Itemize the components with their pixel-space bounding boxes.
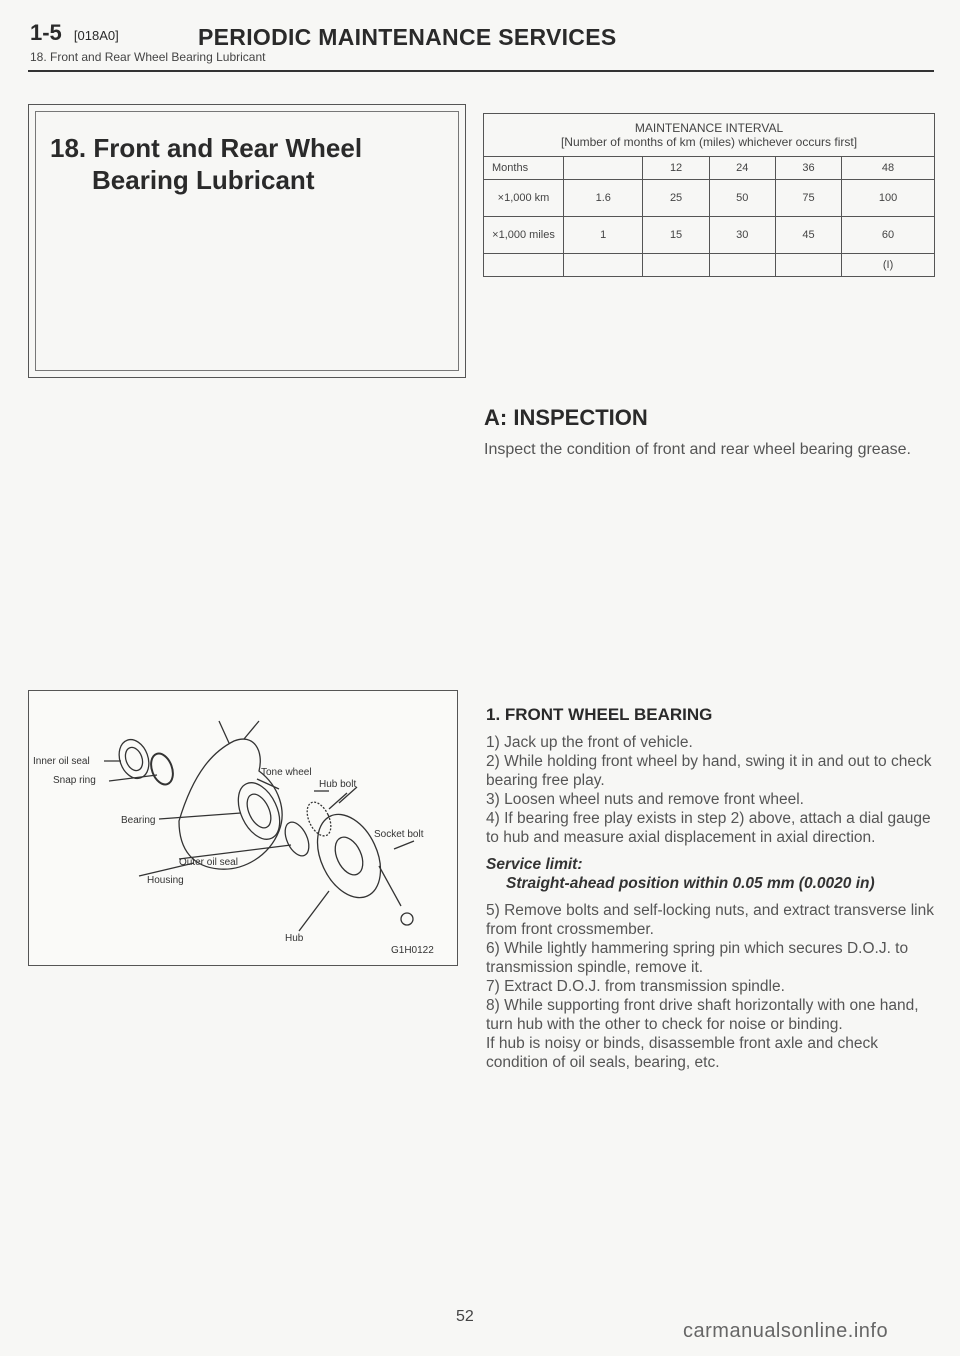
- label-tone-wheel: Tone wheel: [261, 767, 312, 778]
- row-label: ×1,000 miles: [484, 217, 564, 254]
- bearing-diagram-figure: [28, 690, 458, 966]
- table-cell: (I): [842, 254, 935, 277]
- step-2: 2) While holding front wheel by hand, swing it in and out to check bearing free play.: [486, 753, 932, 789]
- table-cell: [564, 157, 643, 180]
- table-cell: 30: [709, 217, 775, 254]
- table-heading: MAINTENANCE INTERVAL: [634, 121, 784, 135]
- inner-oil-seal-inner: [122, 745, 145, 773]
- socket-bolt-shape: [379, 866, 401, 906]
- watermark: carmanualsonline.info: [683, 1320, 889, 1342]
- front-wheel-heading: 1. FRONT WHEEL BEARING: [486, 705, 713, 724]
- label-inner-oil-seal: Inner oil seal: [33, 756, 90, 767]
- step-7: 7) Extract D.O.J. from transmission spindle.: [486, 978, 785, 995]
- table-cell: 100: [842, 180, 935, 217]
- step-5: 5) Remove bolts and self-locking nuts, and extract transverse link from front crossmember.: [486, 902, 934, 938]
- table-cell: 1.6: [564, 180, 643, 217]
- table-cell: [775, 254, 841, 277]
- bearing-shape: [230, 776, 288, 846]
- inspection-heading: A: INSPECTION: [484, 405, 648, 430]
- table-subheading: [Number of months of km (miles) whichever occurs first]: [560, 135, 858, 149]
- label-bearing: Bearing: [121, 815, 156, 826]
- label-hub: Hub: [285, 933, 304, 944]
- section-title: [50, 132, 362, 196]
- table-cell: 45: [775, 217, 841, 254]
- table-cell: 36: [775, 157, 841, 180]
- row-label: ×1,000 km: [484, 180, 564, 217]
- reference-code: [018A0]: [73, 28, 119, 43]
- table-cell: 24: [709, 157, 775, 180]
- step-8: 8) While supporting front drive shaft horizontally with one hand, turn hub with the other to check for noise or binding.: [486, 997, 919, 1033]
- table-cell: [564, 254, 643, 277]
- table-cell: 1: [564, 217, 643, 254]
- label-snap-ring: Snap ring: [53, 775, 96, 786]
- row-label: [484, 254, 564, 277]
- service-limit-value: Straight-ahead position within 0.05 mm (0.0020 in): [506, 875, 875, 892]
- table-cell: 50: [709, 180, 775, 217]
- step-note: If hub is noisy or binds, disassemble front axle and check condition of oil seals, bearing, etc.: [486, 1035, 879, 1071]
- outer-oil-seal-shape: [280, 818, 313, 859]
- figure-code: G1H0122: [391, 945, 434, 956]
- header-divider: [28, 70, 934, 72]
- section-title-box: [28, 104, 466, 378]
- step-4: 4) If bearing free play exists in step 2) above, attach a dial gauge to hub and measure axial displacement in axial direction.: [486, 810, 931, 846]
- section-number: 1-5: [30, 20, 62, 45]
- table-cell: 15: [643, 217, 709, 254]
- table-cell: [643, 254, 709, 277]
- table-cell: 75: [775, 180, 841, 217]
- label-hub-bolt: Hub bolt: [319, 779, 357, 790]
- table-cell: 12: [643, 157, 709, 180]
- snap-ring-shape: [147, 751, 177, 788]
- page-subtitle: 18. Front and Rear Wheel Bearing Lubricant: [30, 50, 266, 64]
- section-title-line1: 18. Front and Rear Wheel: [50, 133, 363, 163]
- table-row: [484, 254, 935, 277]
- service-limit-label: Service limit:: [486, 856, 583, 873]
- label-outer-oil-seal: Outer oil seal: [179, 857, 238, 868]
- row-label: Months: [484, 157, 564, 180]
- page-number: 52: [456, 1308, 474, 1325]
- section-title-line2: Bearing Lubricant: [92, 165, 315, 195]
- procedure-steps: [486, 733, 934, 1072]
- label-housing: Housing: [147, 875, 184, 886]
- section-title-frame: [35, 111, 459, 371]
- step-1: 1) Jack up the front of vehicle.: [486, 734, 693, 751]
- label-socket-bolt: Socket bolt: [374, 829, 424, 840]
- bearing-inner: [242, 790, 275, 831]
- table-header-row: [484, 114, 935, 157]
- table-cell: [709, 254, 775, 277]
- table-cell: 25: [643, 180, 709, 217]
- page-title: PERIODIC MAINTENANCE SERVICES: [198, 24, 617, 50]
- maintenance-interval-table: [483, 113, 935, 277]
- table-row: [484, 180, 935, 217]
- section-code: [30, 20, 119, 46]
- inspection-text: Inspect the condition of front and rear wheel bearing grease.: [484, 441, 911, 458]
- table-cell: 48: [842, 157, 935, 180]
- table-header-cell: [484, 114, 935, 157]
- hub-flange: [305, 804, 393, 907]
- table-row: [484, 217, 935, 254]
- step-3: 3) Loosen wheel nuts and remove front wheel.: [486, 791, 804, 808]
- hub-center: [330, 833, 369, 879]
- bearing-exploded-diagram: [29, 691, 457, 965]
- step-6: 6) While lightly hammering spring pin which secures D.O.J. to transmission spindle, remove it.: [486, 940, 909, 976]
- table-row: [484, 157, 935, 180]
- table-cell: 60: [842, 217, 935, 254]
